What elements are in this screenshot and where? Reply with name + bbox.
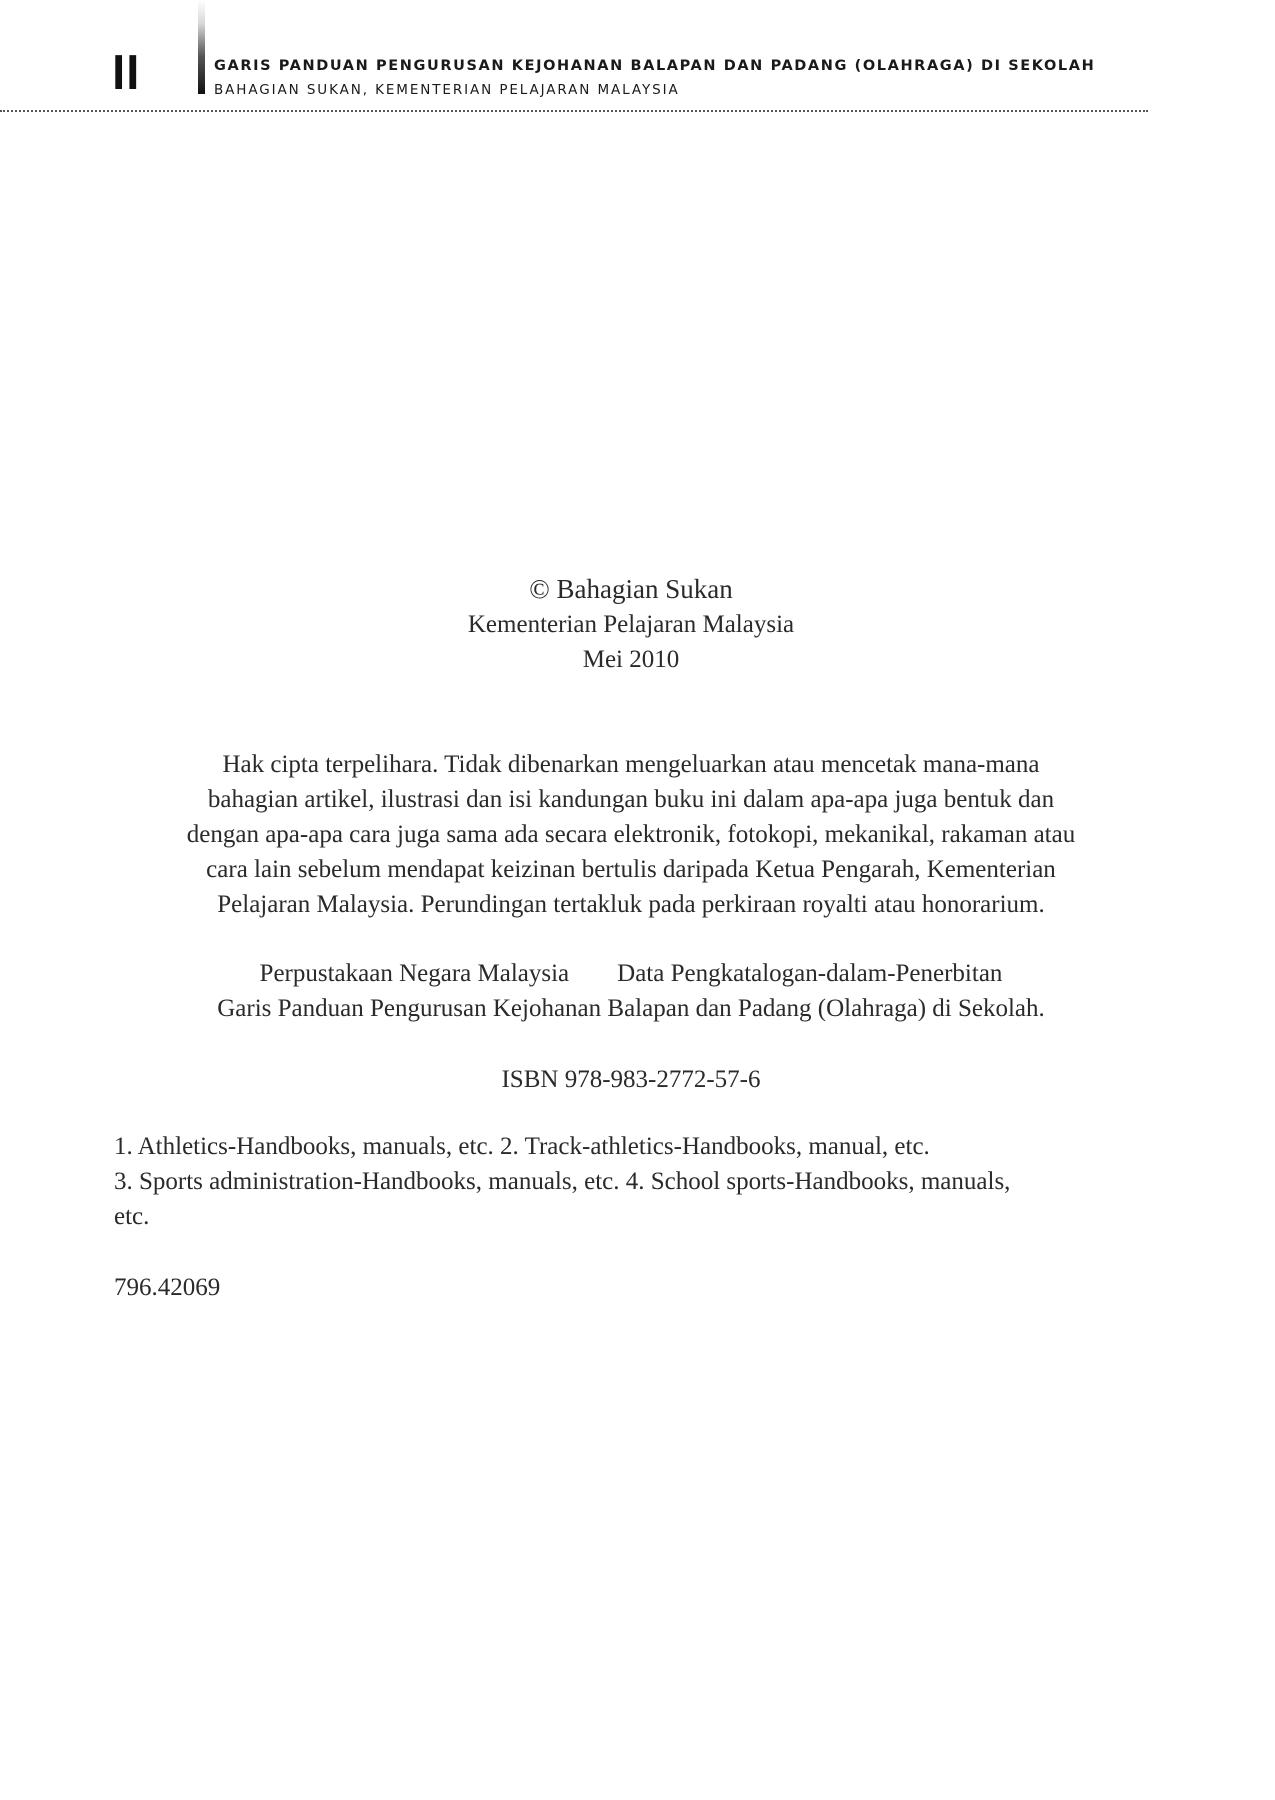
rights-notice-line: Hak cipta terpelihara. Tidak dibenarkan mengeluarkan atau mencetak mana-mana — [222, 751, 1040, 778]
running-header-title: GARIS PANDUAN PENGURUSAN KEJOHANAN BALAPAN DAN PADANG (OLAHRAGA) DI SEKOLAH — [214, 58, 1096, 74]
subject-line: etc. — [114, 1203, 150, 1230]
national-library-label: Perpustakaan Negara Malaysia — [259, 960, 570, 987]
publication-date: Mei 2010 — [582, 646, 680, 673]
subject-line: 1. Athletics-Handbooks, manuals, etc. 2. Track-athletics-Handbooks, manual, etc. — [114, 1133, 930, 1160]
copyright-holder: © Bahagian Sukan — [529, 574, 733, 604]
rights-notice-line: bahagian artikel, ilustrasi dan isi kandungan buku ini dalam apa-apa juga bentuk dan — [207, 786, 1055, 813]
running-header-subtitle: BAHAGIAN SUKAN, KEMENTERIAN PELAJARAN MALAYSIA — [214, 82, 680, 98]
cip-label: Data Pengkatalogan-dalam-Penerbitan — [617, 960, 1003, 987]
page-number: II — [112, 46, 141, 100]
subject-line: 3. Sports administration-Handbooks, manuals, etc. 4. School sports-Handbooks, manuals, — [114, 1168, 1011, 1195]
cataloging-block — [112, 956, 1150, 1026]
subject-headings — [114, 1129, 1154, 1234]
copyright-ministry: Kementerian Pelajaran Malaysia — [467, 611, 795, 638]
copyright-block — [0, 572, 1262, 677]
cataloging-header-line — [112, 956, 1150, 991]
cataloging-book-title: Garis Panduan Pengurusan Kejohanan Balapan dan Padang (Olahraga) di Sekolah. — [217, 995, 1045, 1022]
classification-number: 796.42069 — [114, 1274, 221, 1301]
isbn: ISBN 978-983-2772-57-6 — [501, 1066, 761, 1093]
rights-notice-line: cara lain sebelum mendapat keizinan bertulis daripada Ketua Pengarah, Kementerian — [206, 856, 1056, 883]
rights-notice — [112, 747, 1150, 922]
rights-notice-line: dengan apa-apa cara juga sama ada secara elektronik, fotokopi, mekanikal, rakaman atau — [186, 821, 1076, 848]
rights-notice-line: Pelajaran Malaysia. Perundingan tertakluk pada perkiraan royalti atau honorarium. — [217, 891, 1045, 918]
header-dotted-rule — [0, 110, 1148, 112]
header-accent-bar — [198, 0, 205, 94]
